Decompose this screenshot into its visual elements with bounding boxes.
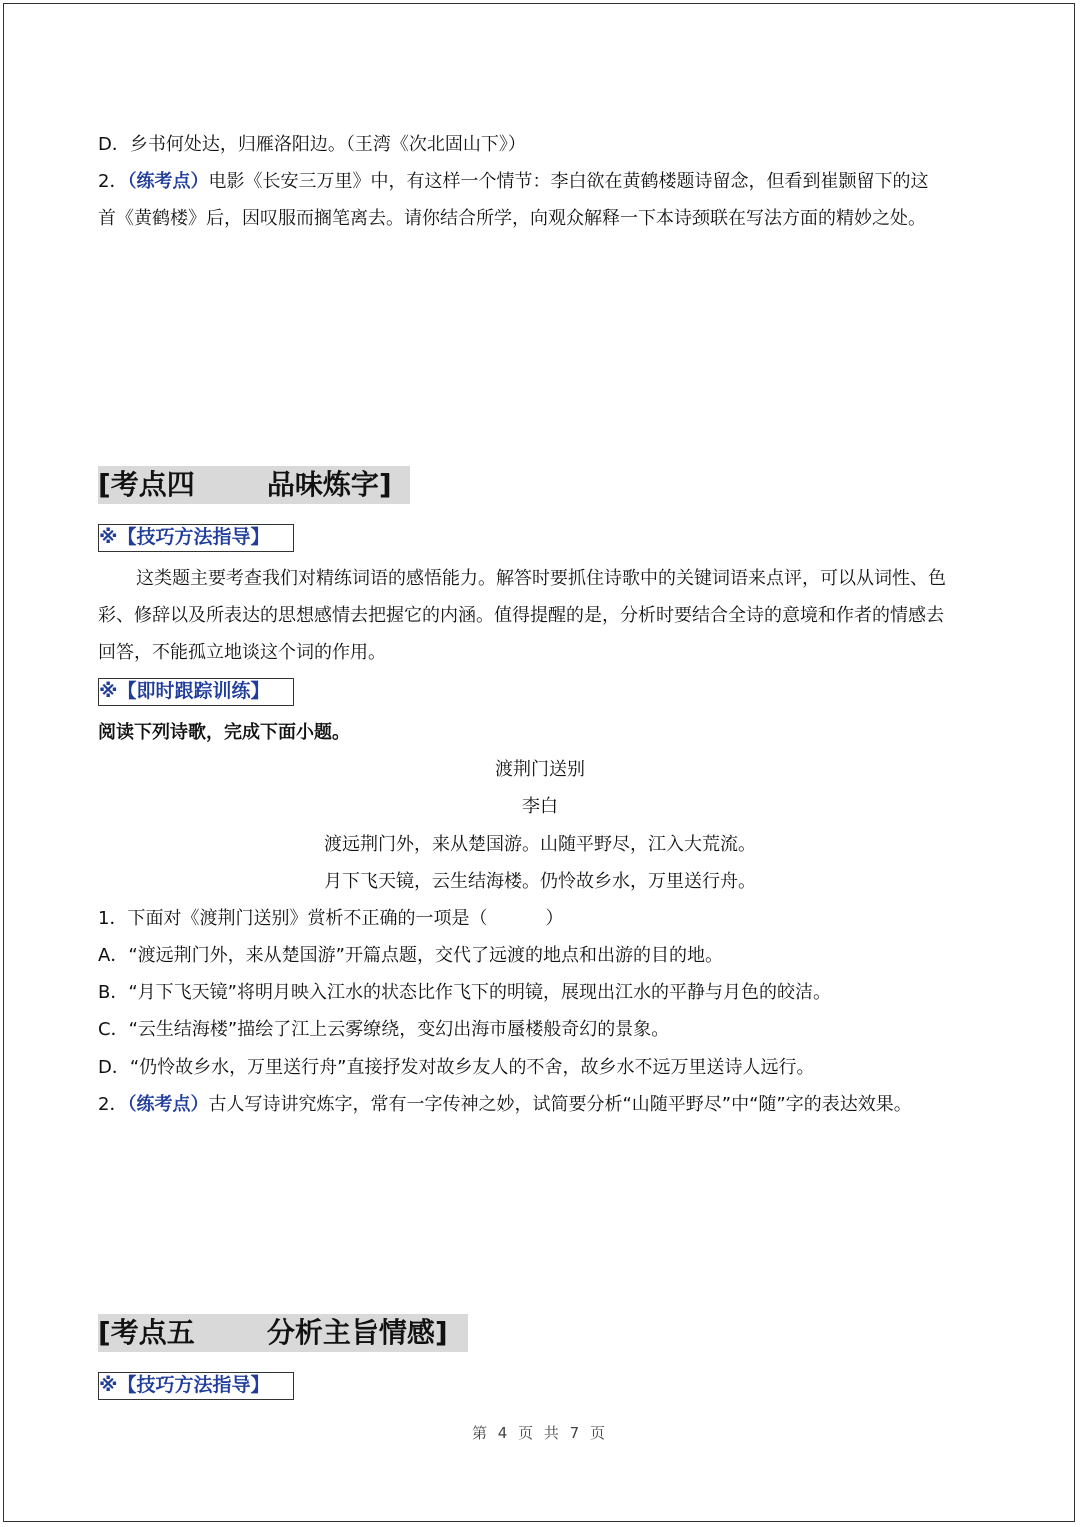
method-guide-label: ※【技巧方法指导】 [98,524,294,552]
section-heading-4 [98,466,410,504]
question-text: 古人写诗讲究炼字，常有一字传神之妙，试简要分析“山随平野尽”中“随”字的表达效果。 [208,1094,912,1115]
method-line-2: 彩、修辞以及所表达的思想感情去把握它的内涵。值得提醒的是，分析时要结合全诗的意境和作者的情感去 [98,605,944,626]
question-1-stem [98,907,563,931]
poem-line-1: 渡远荆门外，来从楚国游。山随平野尽，江入大荒流。 [324,834,756,855]
instruction-text: 阅读下列诗歌，完成下面小题。 [98,722,350,743]
question-number: 2． [98,171,128,192]
practice-tag: （练考点） [127,171,209,192]
question-text: 电影《长安三万里》中，有这样一个情节：李白欲在黄鹤楼题诗留念，但看到崔颢留下的这 [208,171,929,192]
option-c: C．“云生结海楼”描绘了江上云雾缭绕，变幻出海市蜃楼般奇幻的景象。 [98,1019,670,1040]
poem-author: 李白 [522,796,558,817]
heading-label: [考点四 [98,468,195,501]
page-number: 第 4 页 共 7 页 [472,1424,608,1442]
question-number: 2． [98,1094,128,1115]
option-d: D．“仍怜故乡水，万里送行舟”直接抒发对故乡友人的不舍，故乡水不远万里送诗人远行。 [98,1057,815,1078]
option-b: B．“月下飞天镜”将明月映入江水的状态比作飞下的明镜，展现出江水的平静与月色的皎洁。 [98,982,831,1003]
question-2-line-1 [98,170,928,194]
method-line-1: 这类题主要考查我们对精练词语的感悟能力。解答时要抓住诗歌中的关键词语来点评，可以从词性、色 [136,568,946,589]
method-guide-label-5: ※【技巧方法指导】 [98,1372,294,1400]
method-line-3: 回答，不能孤立地谈这个词的作用。 [98,642,386,663]
poem-title: 渡荆门送别 [495,759,585,780]
question-1-text: 1．下面对《渡荆门送别》赏析不正确的一项是（ [98,908,488,929]
heading-title: 品味炼字] [266,468,392,501]
question-2-section4 [98,1093,912,1117]
option-a: A．“渡远荆门外，来从楚国游”开篇点题，交代了远渡的地点和出游的目的地。 [98,945,723,966]
question-2-line-2: 首《黄鹤楼》后，因叹服而搁笔离去。请你结合所学，向观众解释一下本诗颈联在写法方面的精妙之处。 [98,208,926,229]
practice-tag: （练考点） [127,1094,209,1115]
section-heading-5 [98,1314,468,1352]
method-paragraph [98,560,988,671]
heading-title: 分析主旨情感] [266,1316,448,1349]
poem-line-2: 月下飞天镜，云生结海楼。仍怜故乡水，万里送行舟。 [324,871,756,892]
training-label: ※【即时跟踪训练】 [98,678,294,706]
option-d-line: D．乡书何处达，归雁洛阳边。（王湾《次北固山下》） [98,134,526,155]
question-1-close: ） [545,908,564,929]
heading-label: [考点五 [98,1316,195,1349]
